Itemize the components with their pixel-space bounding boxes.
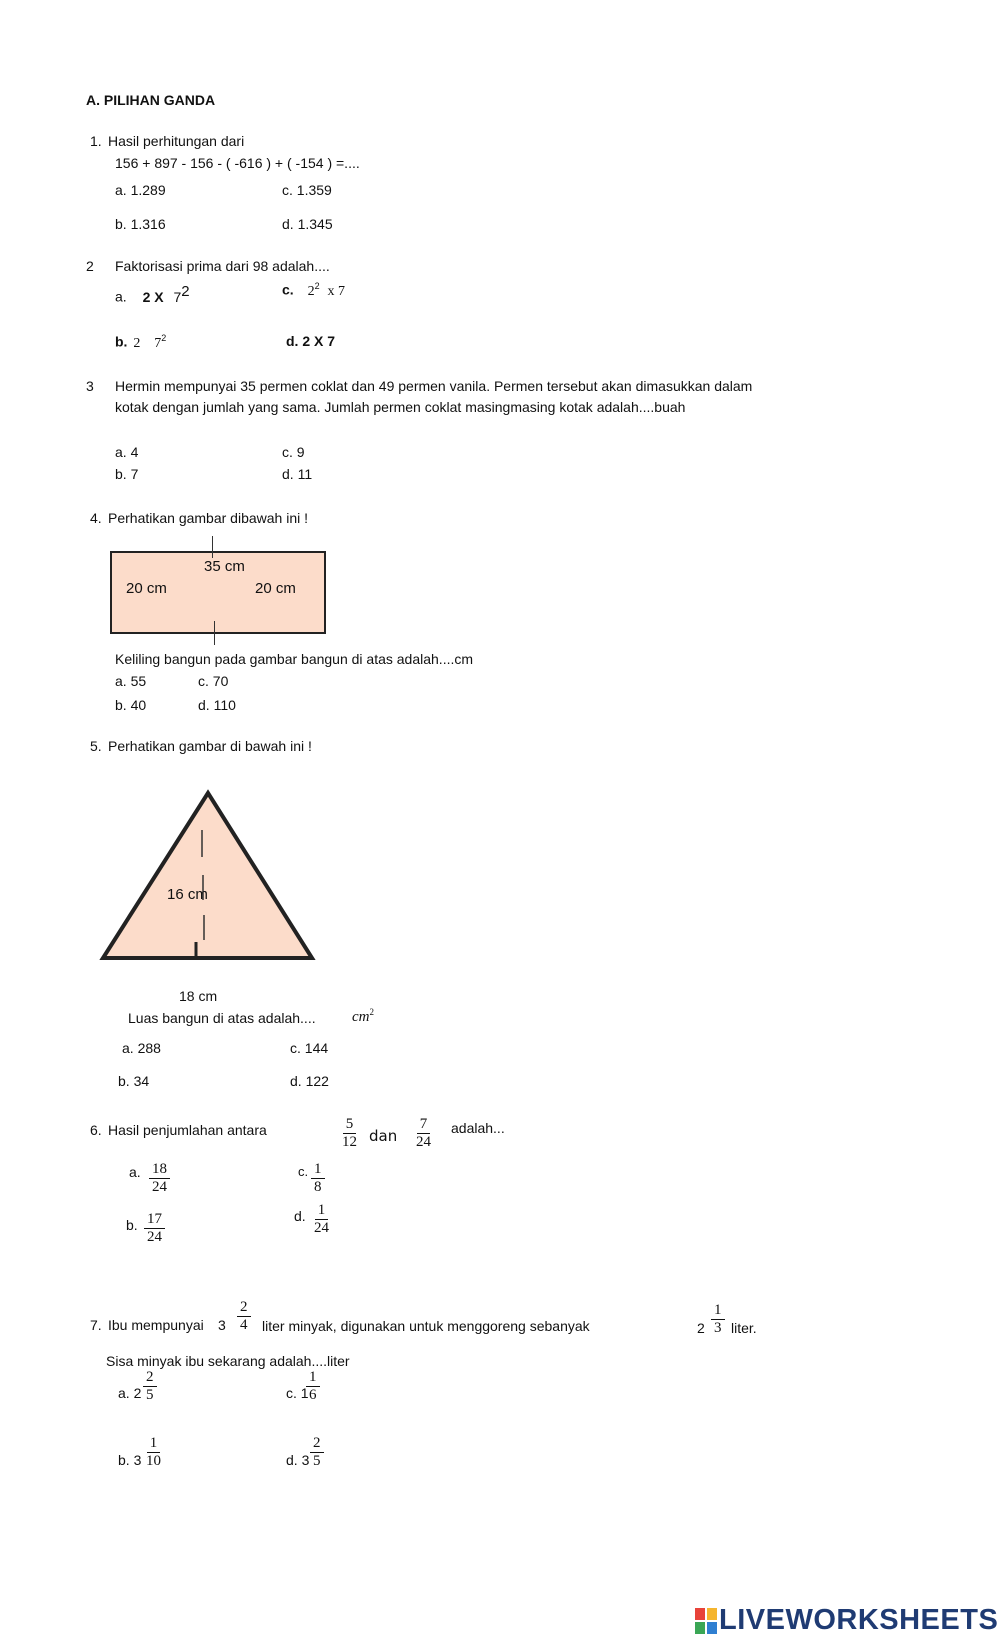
question-number: 3 xyxy=(86,378,94,394)
fraction-first xyxy=(339,1116,360,1150)
numerator: 1 xyxy=(306,1369,320,1387)
option-c[interactable]: c. 70 xyxy=(198,673,229,689)
option-base: 2 X xyxy=(142,288,164,305)
mixed-whole: 2 xyxy=(697,1320,705,1336)
numerator: 2 xyxy=(310,1435,324,1453)
option-label: b. 3 xyxy=(118,1452,142,1468)
question-suffix: adalah... xyxy=(451,1120,505,1136)
question-text: Hasil penjumlahan antara xyxy=(108,1122,267,1138)
numerator: 5 xyxy=(343,1116,357,1134)
denominator: 12 xyxy=(342,1133,357,1150)
option-exponent: 2 xyxy=(181,283,190,300)
option-power-base: 7 xyxy=(154,335,162,351)
option-label: c. 1 xyxy=(286,1385,309,1401)
question-prompt: Luas bangun di atas adalah.... xyxy=(128,1010,316,1026)
triangle-figure xyxy=(95,785,325,975)
option-fraction xyxy=(311,1202,332,1236)
option-fraction xyxy=(306,1369,320,1403)
question-prompt: Keliling bangun pada gambar bangun di atas adalah....cm xyxy=(115,651,474,667)
label-length: 35 cm xyxy=(204,558,245,575)
numerator: 1 xyxy=(711,1302,725,1320)
option-d[interactable]: d. 110 xyxy=(198,697,236,713)
unit-exponent: 2 xyxy=(369,1007,374,1017)
option-fraction xyxy=(149,1161,170,1195)
denominator: 24 xyxy=(147,1228,162,1245)
option-b[interactable]: b. 7 xyxy=(115,466,139,482)
numerator: 1 xyxy=(147,1435,161,1453)
option-c[interactable]: c. 9 xyxy=(282,444,305,460)
option-label: c. xyxy=(298,1164,309,1179)
question-expression: 156 + 897 - 156 - ( -616 ) + ( -154 ) =.... xyxy=(115,155,360,171)
denominator: 24 xyxy=(314,1219,329,1236)
option-label: b. xyxy=(126,1217,138,1233)
option-fraction xyxy=(143,1369,157,1403)
option-b[interactable]: b. 34 xyxy=(118,1073,150,1089)
option-fraction xyxy=(143,1435,164,1469)
question-text: Faktorisasi prima dari 98 adalah.... xyxy=(115,258,330,274)
option-fraction xyxy=(310,1435,324,1469)
option-label: d. xyxy=(294,1208,306,1224)
denominator: 4 xyxy=(240,1316,248,1333)
fraction-second xyxy=(413,1116,434,1150)
question-text: Perhatikan gambar di bawah ini ! xyxy=(108,738,312,754)
liveworksheets-logo[interactable] xyxy=(695,1604,998,1637)
denominator: 5 xyxy=(313,1452,321,1469)
option-c[interactable]: c. 1.359 xyxy=(282,182,332,198)
question-text-line1: Hermin mempunyai 35 permen coklat dan 49 permen vanila. Permen tersebut akan dimasukkan dalam xyxy=(115,378,753,394)
denominator: 5 xyxy=(146,1386,154,1403)
question-text: Ibu mempunyai xyxy=(108,1317,204,1333)
option-a[interactable]: a. 1.289 xyxy=(115,182,166,198)
question-suffix: liter. xyxy=(731,1320,757,1336)
mixed-whole: 3 xyxy=(218,1317,226,1333)
option-exponent: 2 xyxy=(161,333,167,343)
brand-name: LIVEWORKSHEETS xyxy=(719,1604,999,1636)
option-label: a. xyxy=(115,288,127,305)
numerator: 18 xyxy=(149,1161,170,1179)
option-d[interactable]: d. 1.345 xyxy=(282,216,333,232)
question-number: 4. xyxy=(90,510,102,526)
question-number: 7. xyxy=(90,1317,102,1333)
mixed-fraction xyxy=(711,1302,725,1336)
option-d[interactable]: d. 11 xyxy=(282,466,313,482)
option-b[interactable]: b. 40 xyxy=(115,697,147,713)
option-c[interactable] xyxy=(282,281,345,300)
label-right-width: 20 cm xyxy=(255,580,296,597)
question-number: 6. xyxy=(90,1122,102,1138)
option-rest: x 7 xyxy=(327,283,345,299)
numerator: 1 xyxy=(311,1161,325,1179)
question-number: 2 xyxy=(86,258,94,274)
mixed-fraction xyxy=(237,1299,251,1333)
denominator: 8 xyxy=(314,1178,322,1195)
liveworksheets-icon xyxy=(695,1608,717,1634)
numerator: 2 xyxy=(237,1299,251,1317)
option-a[interactable] xyxy=(115,283,190,305)
question-middle: liter minyak, digunakan untuk menggoreng sebanyak xyxy=(262,1318,590,1334)
bottom-tick-mark xyxy=(214,621,215,645)
label-left-width: 20 cm xyxy=(126,580,167,597)
height-label: 16 cm xyxy=(167,886,208,903)
option-label: c. xyxy=(282,281,294,298)
option-fraction xyxy=(311,1161,325,1195)
option-d[interactable]: d. 122 xyxy=(290,1073,329,1089)
option-a[interactable]: a. 4 xyxy=(115,444,139,460)
denominator: 10 xyxy=(146,1452,161,1469)
option-label: b. xyxy=(115,333,128,350)
question-text: Perhatikan gambar dibawah ini ! xyxy=(108,510,309,526)
denominator: 24 xyxy=(416,1133,431,1150)
option-exponent: 2 xyxy=(314,281,320,291)
denominator: 6 xyxy=(309,1386,317,1403)
numerator: 7 xyxy=(417,1116,431,1134)
option-base: 2 xyxy=(307,283,315,299)
section-title: A. PILIHAN GANDA xyxy=(86,92,216,108)
question-number: 1. xyxy=(90,133,102,149)
question-number: 5. xyxy=(90,738,102,754)
option-a[interactable]: a. 55 xyxy=(115,673,147,689)
unit-label xyxy=(352,1007,374,1026)
question-text: Hasil perhitungan dari xyxy=(108,133,245,149)
option-a[interactable]: a. 288 xyxy=(122,1040,161,1056)
top-tick-mark xyxy=(212,536,213,558)
option-power-base: 7 xyxy=(173,288,182,305)
denominator: 3 xyxy=(714,1319,722,1336)
question-line2: Sisa minyak ibu sekarang adalah....liter xyxy=(106,1353,350,1369)
option-fraction xyxy=(144,1211,165,1245)
unit-text: cm xyxy=(352,1009,370,1025)
conjunction: dan xyxy=(369,1127,398,1145)
option-label: a. xyxy=(129,1164,141,1180)
option-c[interactable]: c. 144 xyxy=(290,1040,329,1056)
option-base: 2 xyxy=(133,335,141,351)
question-text-line2: kotak dengan jumlah yang sama. Jumlah permen coklat masingmasing kotak adalah....buah xyxy=(115,399,686,415)
option-label: a. 2 xyxy=(118,1385,142,1401)
numerator: 1 xyxy=(315,1202,329,1220)
option-b[interactable] xyxy=(115,333,166,352)
option-label: d. 3 xyxy=(286,1452,310,1468)
option-b[interactable]: b. 1.316 xyxy=(115,216,166,232)
numerator: 17 xyxy=(144,1211,165,1229)
base-label: 18 cm xyxy=(179,988,218,1004)
option-d[interactable]: d. 2 X 7 xyxy=(286,333,336,349)
numerator: 2 xyxy=(143,1369,157,1387)
denominator: 24 xyxy=(152,1178,167,1195)
